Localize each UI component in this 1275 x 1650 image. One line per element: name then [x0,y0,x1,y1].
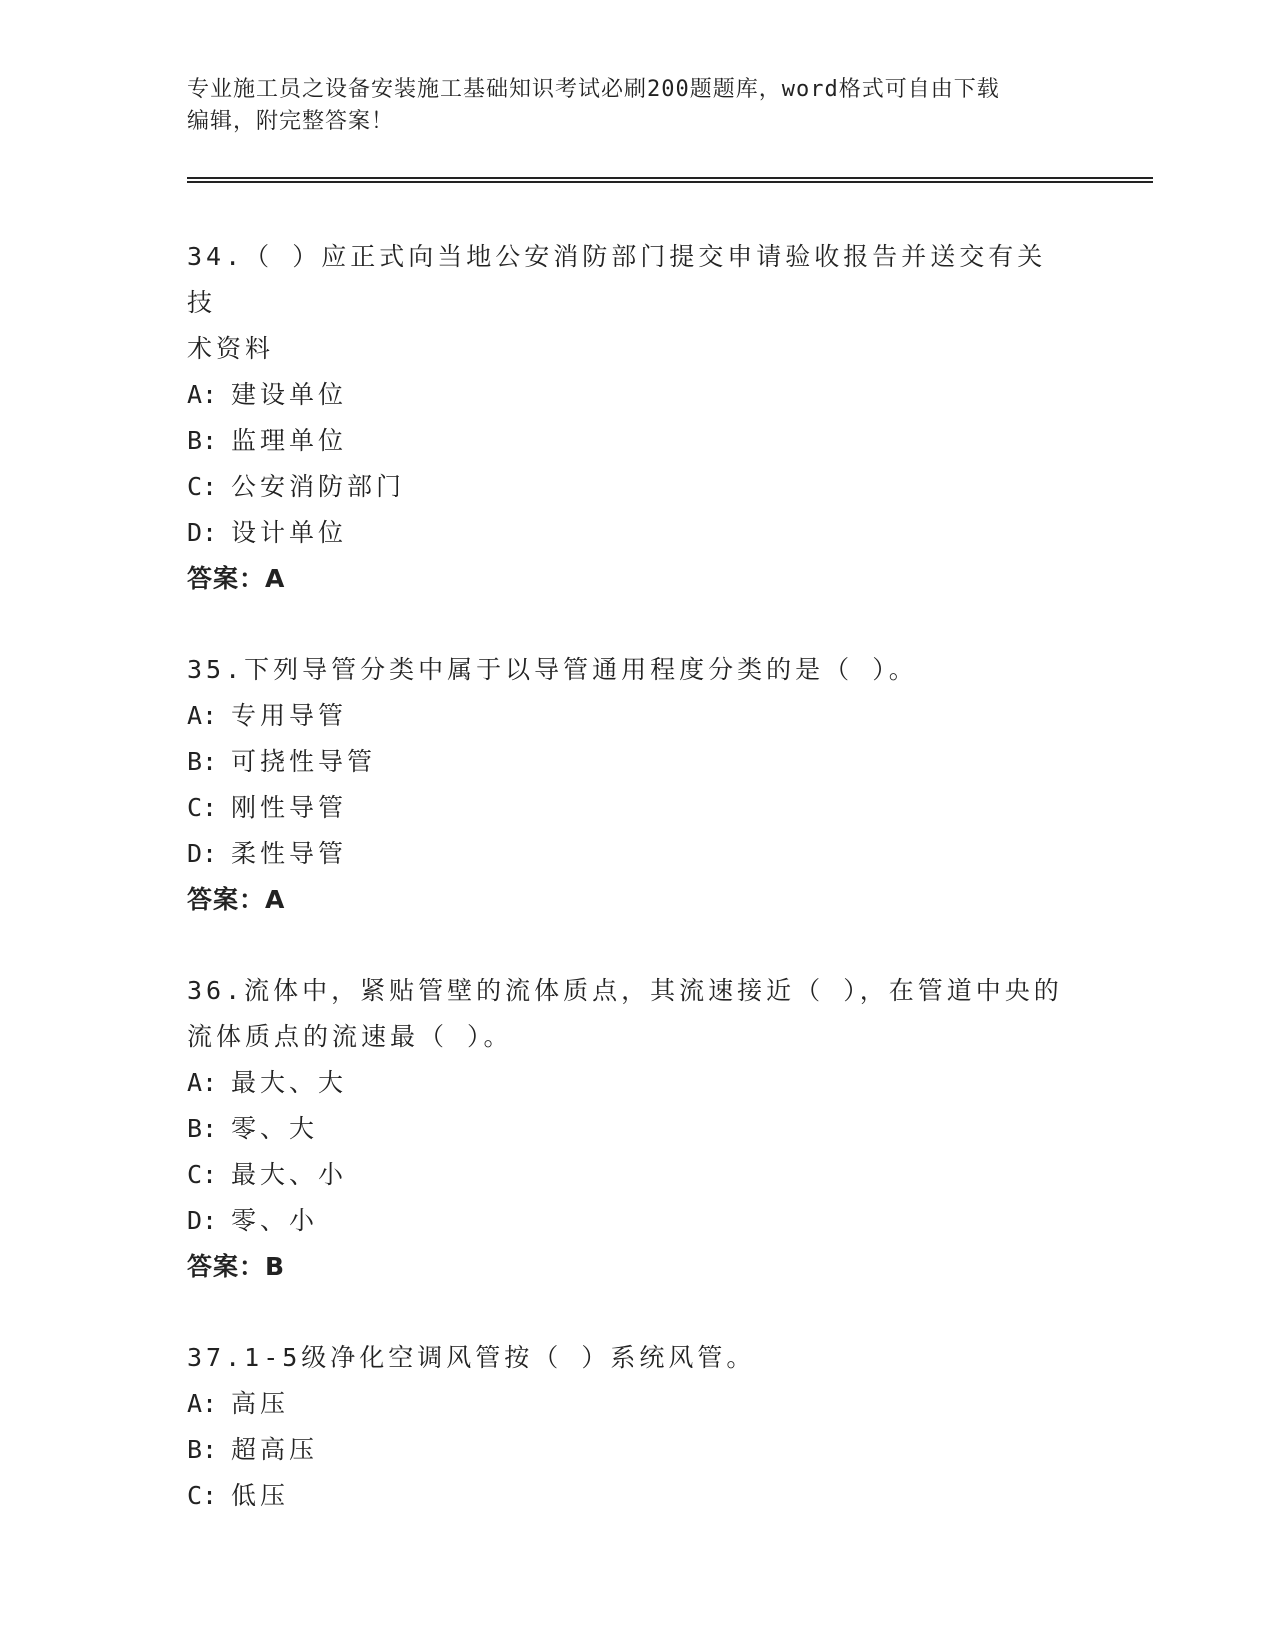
header-divider-top [187,177,1153,179]
option-text: 零、大 [231,1114,319,1143]
option-letter: C: [187,793,218,822]
option-letter: A: [187,701,218,730]
option-text: 监理单位 [231,426,348,455]
option-letter: D: [187,1206,218,1235]
option-c [187,1152,1067,1198]
option-text: 刚性导管 [231,793,348,822]
option-text: 超高压 [231,1435,319,1464]
header-divider-bottom [187,181,1153,183]
question-stem: 37.1-5级净化空调风管按（ ）系统风管。 [187,1343,756,1372]
option-letter: C: [187,472,218,501]
option-a [187,1060,1067,1106]
option-a [187,693,1067,739]
question-stem: 35.下列导管分类中属于以导管通用程度分类的是（ ）。 [187,655,918,684]
option-letter: D: [187,518,218,547]
option-letter: B: [187,1114,218,1143]
option-letter: B: [187,747,218,776]
option-d [187,831,1067,877]
answer-line: 答案：B [187,1252,286,1281]
option-b [187,418,1067,464]
option-text: 建设单位 [231,380,348,409]
option-text: 设计单位 [231,518,348,547]
option-text: 低压 [231,1481,290,1510]
option-text: 公安消防部门 [231,472,406,501]
option-b [187,739,1067,785]
option-text: 专用导管 [231,701,348,730]
question-34 [187,234,1067,602]
option-letter: C: [187,1160,218,1189]
option-c [187,785,1067,831]
option-c [187,464,1067,510]
option-text: 零、小 [231,1206,319,1235]
option-text: 最大、大 [231,1068,348,1097]
option-text: 最大、小 [231,1160,348,1189]
option-a [187,1381,1067,1427]
option-c [187,1473,1067,1519]
question-35 [187,647,1067,923]
option-letter: B: [187,1435,218,1464]
question-stem: 36.流体中，紧贴管壁的流体质点，其流速接近（ ），在管道中央的 [187,976,1063,1005]
option-letter: B: [187,426,218,455]
option-d [187,1198,1067,1244]
option-letter: D: [187,839,218,868]
header-line-1: 专业施工员之设备安装施工基础知识考试必刷200题题库，word格式可自由下载 [187,77,1000,102]
option-b [187,1427,1067,1473]
option-d [187,510,1067,556]
answer-line: 答案：A [187,885,286,914]
option-letter: A: [187,1389,218,1418]
document-header [187,74,1087,138]
option-letter: A: [187,380,218,409]
option-letter: C: [187,1481,218,1510]
question-36 [187,968,1067,1290]
question-37 [187,1335,1067,1519]
question-list [187,234,1067,1564]
option-a [187,372,1067,418]
option-letter: A: [187,1068,218,1097]
question-stem-continued: 流体质点的流速最（ ）。 [187,1022,513,1051]
option-text: 高压 [231,1389,290,1418]
header-line-2: 编辑，附完整答案！ [187,109,395,134]
question-stem: 34.（ ）应正式向当地公安消防部门提交申请验收报告并送交有关技 [187,242,1047,317]
question-stem-continued: 术资料 [187,334,275,363]
option-text: 可挠性导管 [231,747,377,776]
answer-line: 答案：A [187,564,286,593]
option-text: 柔性导管 [231,839,348,868]
option-b [187,1106,1067,1152]
